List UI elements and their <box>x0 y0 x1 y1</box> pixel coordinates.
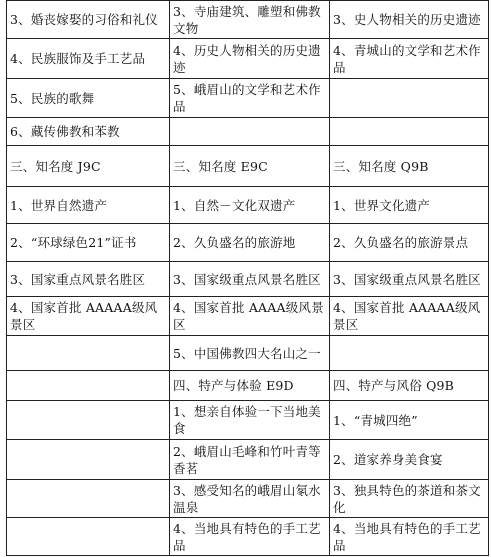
table-cell: 4、当地具有特色的手工艺品 <box>170 518 330 556</box>
table-row <box>7 118 489 146</box>
table-cell: 3、国家级重点风景名胜区 <box>170 262 330 297</box>
table-row <box>7 146 489 187</box>
table-cell: 四、特产与风俗 Q9B <box>330 371 489 401</box>
table-cell <box>7 336 170 371</box>
table-cell <box>7 371 170 401</box>
table-cell: 1、世界自然遗产 <box>7 187 170 224</box>
table-row <box>7 224 489 262</box>
table-cell: 3、国家级重点风景名胜区 <box>330 262 489 297</box>
table-cell: 5、民族的歌舞 <box>7 79 170 118</box>
table-cell: 4、国家首批 AAAAA级风景区 <box>330 297 489 336</box>
table-cell: 5、中国佛教四大名山之一 <box>170 336 330 371</box>
table-cell: 三、知名度 E9C <box>170 146 330 187</box>
table-cell: 2、峨眉山毛峰和竹叶青等香茗 <box>170 440 330 480</box>
table-cell: 6、藏传佛教和苯教 <box>7 118 170 146</box>
table-cell: 3、独具特色的茶道和茶文化 <box>330 480 489 518</box>
table-cell: 2、“环球绿色21”证书 <box>7 224 170 262</box>
table-cell: 3、感受知名的峨眉山氡水温泉 <box>170 480 330 518</box>
table-cell: 4、当地具有特色的手工艺品 <box>330 518 489 556</box>
table-cell: 四、特产与体验 E9D <box>170 371 330 401</box>
table-cell: 4、民族服饰及手工艺品 <box>7 39 170 79</box>
table-row <box>7 187 489 224</box>
table-cell <box>7 480 170 518</box>
table-cell: 1、“青城四绝” <box>330 401 489 440</box>
table-cell <box>330 118 489 146</box>
table-cell: 3、国家重点风景名胜区 <box>7 262 170 297</box>
table-cell <box>7 518 170 556</box>
table-cell <box>7 440 170 480</box>
table-row <box>7 480 489 518</box>
table-cell: 2、久负盛名的旅游景点 <box>330 224 489 262</box>
table-cell <box>330 336 489 371</box>
comparison-table <box>6 0 489 556</box>
table-cell: 3、寺庙建筑、雕塑和佛教文物 <box>170 1 330 39</box>
table-row <box>7 336 489 371</box>
table-cell <box>170 118 330 146</box>
table-cell: 2、道家养身美食宴 <box>330 440 489 480</box>
table-cell: 三、知名度 J9C <box>7 146 170 187</box>
table-cell <box>330 79 489 118</box>
table-row <box>7 518 489 556</box>
table-cell: 1、世界文化遗产 <box>330 187 489 224</box>
table-row <box>7 39 489 79</box>
table-cell: 4、国家首批 AAAAA级风景区 <box>7 297 170 336</box>
table-cell: 4、青城山的文学和艺术作品 <box>330 39 489 79</box>
table-row <box>7 297 489 336</box>
table-cell: 2、久负盛名的旅游地 <box>170 224 330 262</box>
table-row <box>7 371 489 401</box>
table-cell: 3、史人物相关的历史遗迹 <box>330 1 489 39</box>
table-row <box>7 262 489 297</box>
table-row <box>7 440 489 480</box>
table-cell: 4、国家首批 AAAA级风景区 <box>170 297 330 336</box>
table-cell: 5、峨眉山的文学和艺术作品 <box>170 79 330 118</box>
table-cell <box>7 401 170 440</box>
table-row <box>7 79 489 118</box>
table-cell: 1、自然－文化双遗产 <box>170 187 330 224</box>
table-cell: 4、历史人物相关的历史遗迹 <box>170 39 330 79</box>
table-cell: 三、知名度 Q9B <box>330 146 489 187</box>
table-row <box>7 401 489 440</box>
table-row <box>7 1 489 39</box>
table-cell: 3、婚丧嫁娶的习俗和礼仪 <box>7 1 170 39</box>
table-cell: 1、想亲自体验一下当地美食 <box>170 401 330 440</box>
